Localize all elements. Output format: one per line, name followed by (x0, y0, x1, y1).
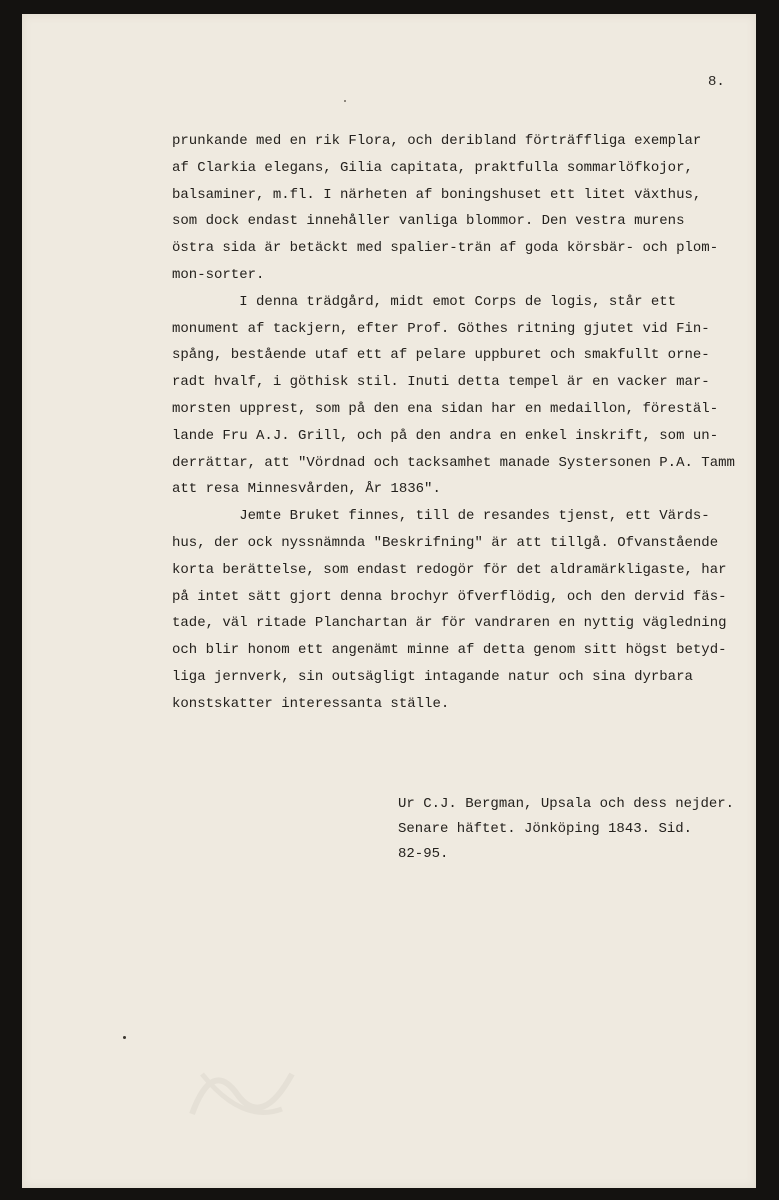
faint-stamp-mark (182, 1054, 302, 1124)
text-line: hus, der ock nyssnämnda "Beskrifning" är att tillgå. Ofvanstående (172, 534, 719, 551)
document-page (22, 14, 756, 1188)
text-line: liga jernverk, sin outsägligt intagande natur och sina dyrbara (172, 668, 693, 685)
text-line: af Clarkia elegans, Gilia capitata, praktfulla sommarlöfkojor, (172, 159, 693, 176)
text-line: som dock endast innehåller vanliga blommor. Den vestra murens (172, 213, 685, 230)
text-line: prunkande med en rik Flora, och deribland förträffliga exemplar (172, 133, 702, 149)
text-line: I denna trädgård, midt emot Corps de logis, står ett (172, 293, 677, 310)
text-line: konstskatter interessanta ställe. (172, 695, 450, 712)
text-line: Jemte Bruket finnes, till de resandes tjenst, ett Värds- (172, 508, 710, 525)
citation-line: Ur C.J. Bergman, Upsala och dess nejder. (398, 796, 735, 812)
body-text (172, 128, 735, 718)
text-line: tade, väl ritade Planchartan är för vandraren en nyttig vägledning (172, 615, 727, 632)
text-line: lande Fru A.J. Grill, och på den andra en enkel inskrift, som un- (172, 427, 719, 444)
source-citation (398, 792, 734, 867)
text-line: spång, bestående utaf ett af pelare uppburet och smakfullt orne- (172, 347, 710, 364)
text-line: morsten upprest, som på den ena sidan har en medaillon, förestäl- (172, 400, 719, 417)
citation-line: Senare häftet. Jönköping 1843. Sid. (398, 821, 693, 837)
text-line: korta berättelse, som endast redogör för det aldramärkligaste, har (172, 561, 727, 578)
citation-line: 82-95. (398, 846, 449, 862)
text-line: på intet sätt gjort denna brochyr öfverflödig, och den dervid fäs- (172, 588, 727, 605)
text-line: och blir honom ett angenämt minne af detta genom sitt högst betyd- (172, 642, 727, 659)
text-line: östra sida är betäckt med spalier-trän af goda körsbär- och plom- (172, 240, 719, 257)
text-line: mon-sorter. (172, 266, 265, 283)
text-line: att resa Minnesvården, År 1836". (172, 481, 441, 498)
text-line: balsaminer, m.fl. I närheten af boningshuset ett litet växthus, (172, 186, 702, 203)
paper-speck (344, 100, 346, 102)
page-number: 8. (708, 74, 725, 90)
paper-speck (123, 1036, 126, 1039)
text-line: radt hvalf, i göthisk stil. Inuti detta tempel är en vacker mar- (172, 374, 710, 391)
text-line: derrättar, att "Vördnad och tacksamhet manade Systersonen P.A. Tamm (172, 454, 735, 471)
text-line: monument af tackjern, efter Prof. Göthes ritning gjutet vid Fin- (172, 320, 710, 337)
